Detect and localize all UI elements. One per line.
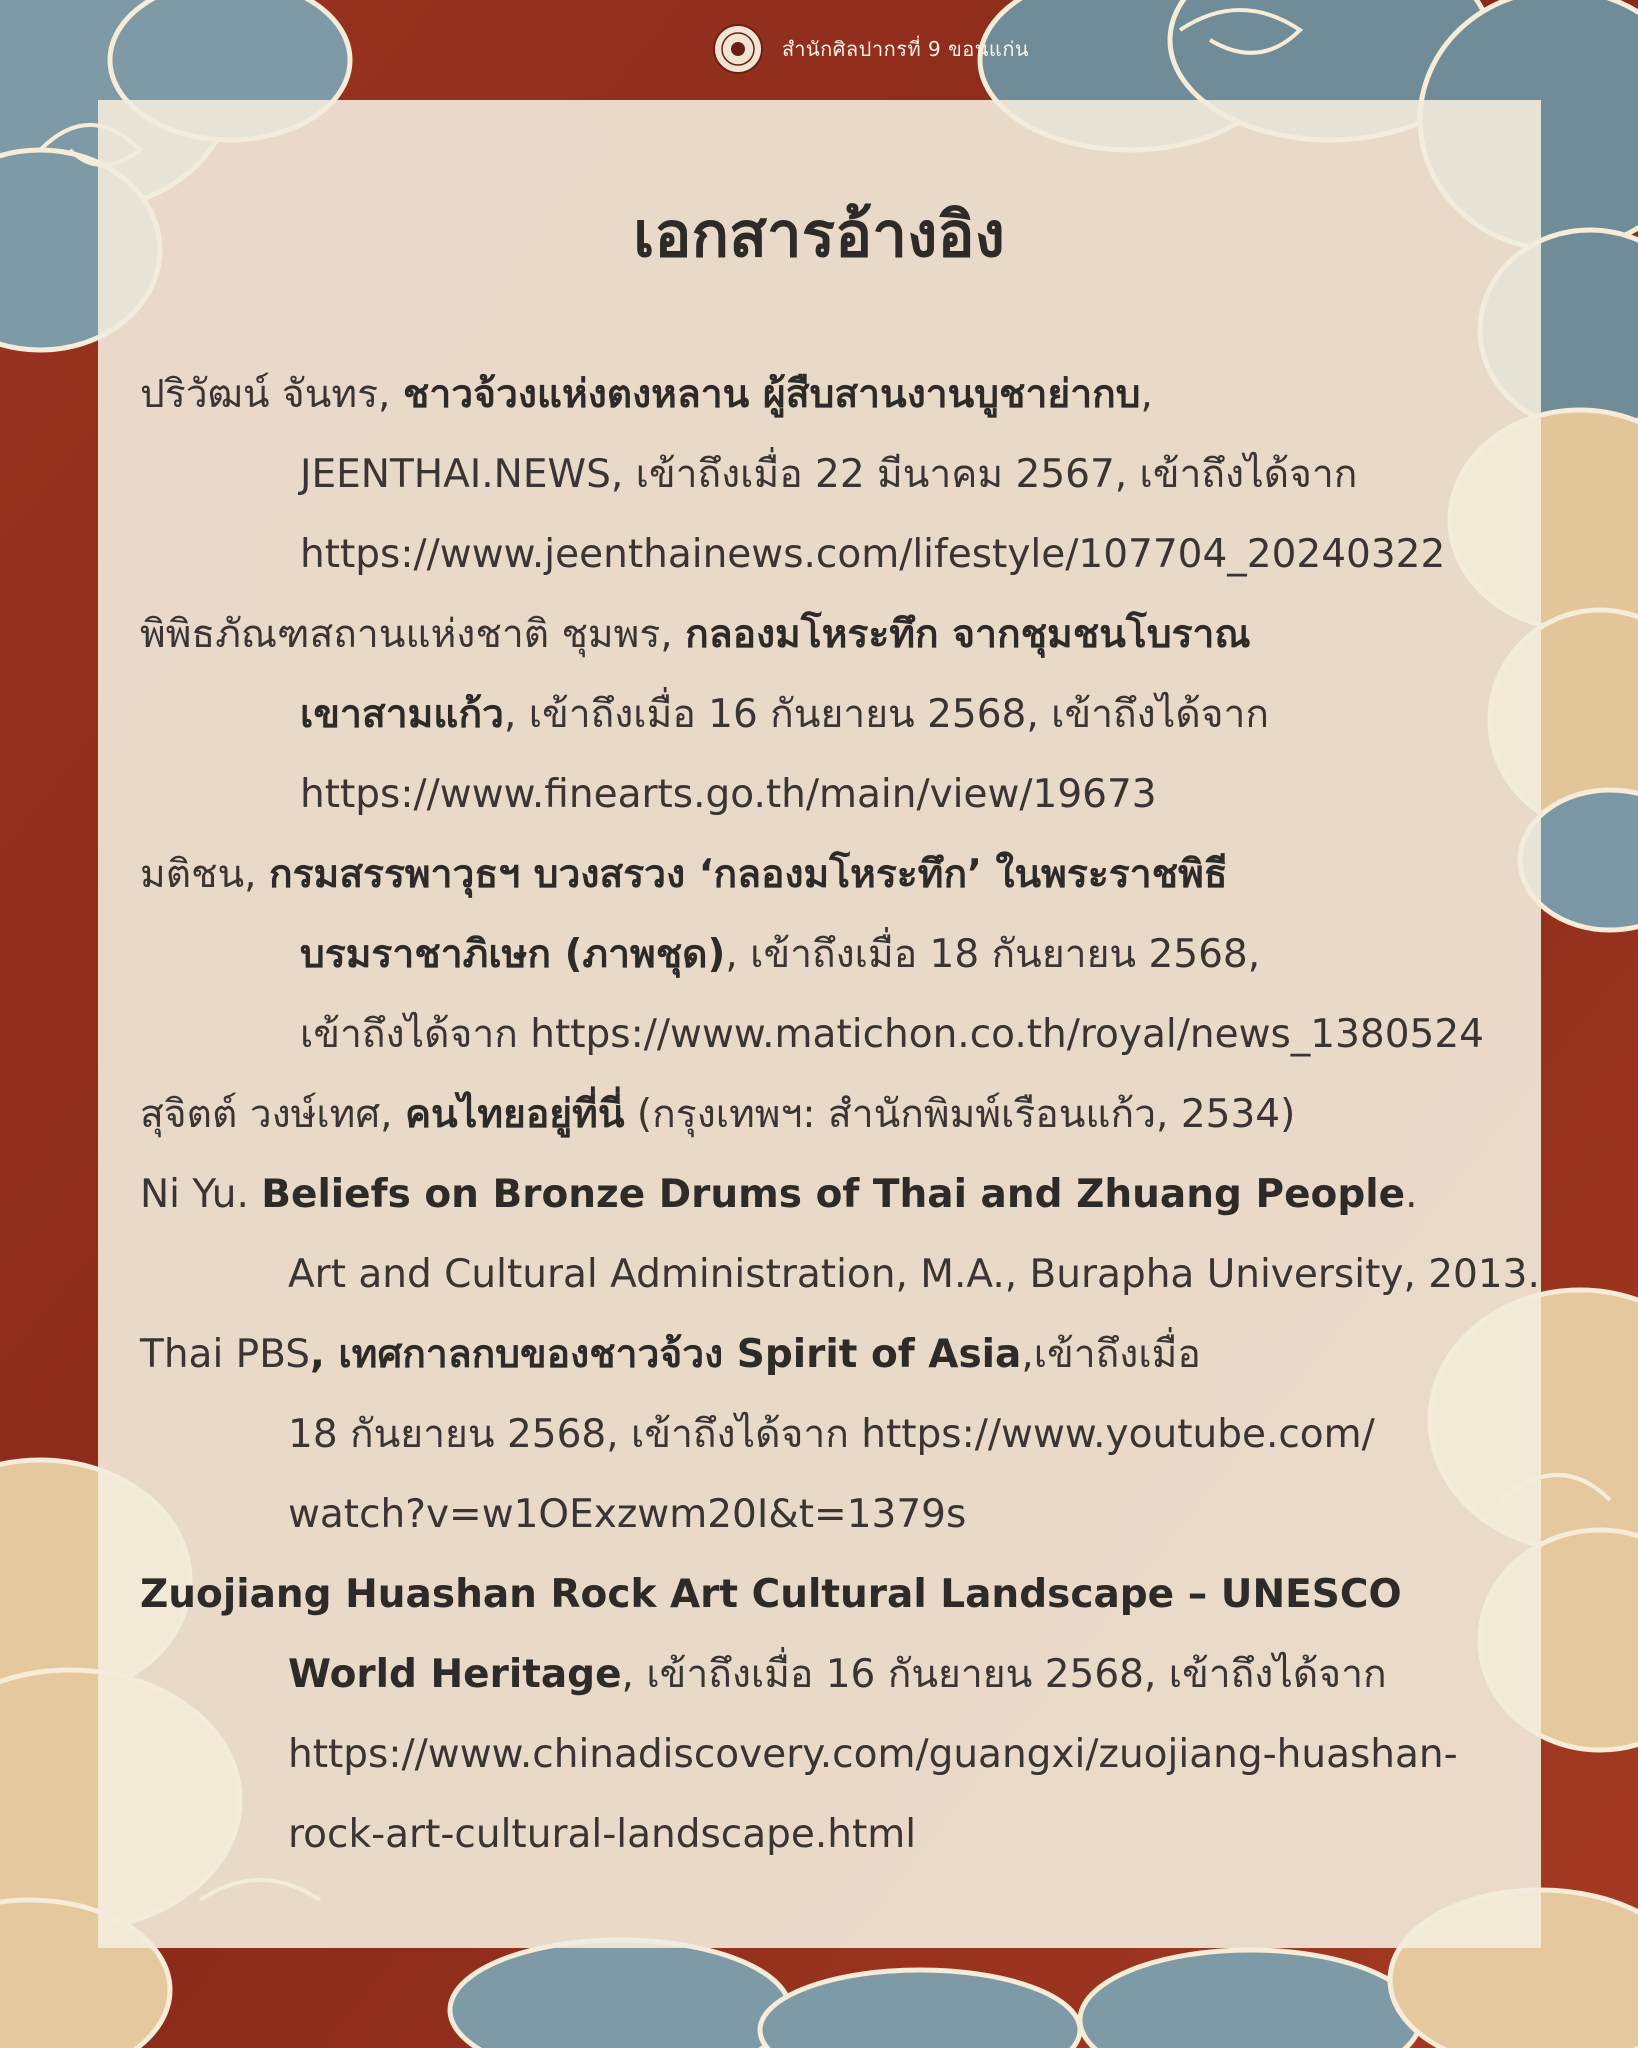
- reference-title: คนไทยอยู่ที่นี่: [404, 1092, 625, 1137]
- reference-title: , เทศกาลกบของชาวจ้วง Spirit of Asia: [310, 1332, 1022, 1377]
- reference-title: กรมสรรพาวุธฯ บวงสรวง ‘กลองมโหระทึก’ ในพระราชพิธี: [268, 852, 1228, 897]
- fine-arts-seal-icon: [712, 23, 764, 75]
- reference-2: พิพิธภัณฑสถานแห่งชาติ ชุมพร, กลองมโหระทึก จากชุมชนโบราณ: [140, 612, 1251, 657]
- reference-url: https://www.jeenthainews.com/lifestyle/107704_20240322: [300, 532, 1446, 577]
- page-title: เอกสารอ้างอิง: [633, 198, 1005, 271]
- reference-6: Thai PBS, เทศกาลกบของชาวจ้วง Spirit of Asia,เข้าถึงเมื่อ: [140, 1332, 1201, 1377]
- reference-list: ปริวัฒน์ จันทร, ชาวจ้วงแห่งตงหลาน ผู้สืบสานงานบูชาย่ากบ, JEENTHAI.NEWS, เข้าถึงเมื่อ 22 มีนาคม 2567, เข้าถึงได้จาก https://www.jeenthainews.com/lifestyle/107704_20240322 พิพิธภัณฑสถานแห่งชาติ ชุมพร, กลองมโหระทึก จากชุมชนโบราณ เขาสามแก้ว, เข้าถึงเมื่อ 16 กันยายน 2568, เข้าถึงได้จาก https://www.finearts.go.th/main/view/19673 มติชน, กรมสรรพาวุธฯ บวงสรวง ‘กลองมโหระทึก’ ในพระราชพิธี บรมราชาภิเษก (ภาพชุด), เข้าถึงเมื่อ 18 กันยายน 2568, เข้าถึงได้จาก https://www.matichon.co.th/royal/news_1380524 สุจิตต์ วงษ์เทศ, คนไทยอยู่ที่นี่ (กรุงเทพฯ: สำนักพิมพ์เรือนแก้ว, 2534) Ni Yu. Beliefs on Bronze Drums of Thai and Zhuang People. Art and Cultural Administration, M.A., Burapha University, 2013. Thai PBS, เทศกาลกบของชาวจ้วง Spirit of Asia,เข้าถึงเมื่อ 18 กันยายน 2568, เข้าถึงได้จาก https://www.youtube.com/ watch?v=w1OExzwm20I&t=1379s Zuojiang Huashan Rock Art Cultural Landscape – UNESCO World Heritage, เข้าถึงเมื่อ 16 กันยายน 2568, เข้าถึงได้จาก https://www.chinadiscovery.com/guangxi/zuojiang-huashan- rock-art-cultural-landscape.html: [140, 355, 1520, 1875]
- reference-title: กลองมโหระทึก จากชุมชนโบราณ: [685, 612, 1251, 657]
- reference-1: ปริวัฒน์ จันทร, ชาวจ้วงแห่งตงหลาน ผู้สืบสานงานบูชาย่ากบ,: [140, 372, 1153, 417]
- reference-title: Beliefs on Bronze Drums of Thai and Zhuang People: [261, 1172, 1406, 1217]
- reference-3: มติชน, กรมสรรพาวุธฯ บวงสรวง ‘กลองมโหระทึก’ ในพระราชพิธี: [140, 852, 1228, 897]
- reference-5: Ni Yu. Beliefs on Bronze Drums of Thai and Zhuang People.: [140, 1172, 1418, 1217]
- reference-url: https://www.chinadiscovery.com/guangxi/zuojiang-huashan-: [288, 1732, 1458, 1777]
- header: [712, 20, 1029, 78]
- reference-url: rock-art-cultural-landscape.html: [288, 1812, 917, 1857]
- reference-url: watch?v=w1OExzwm20I&t=1379s: [288, 1492, 967, 1537]
- org-name: สำนักศิลปากรที่ 9 ขอนแก่น: [782, 37, 1030, 61]
- reference-title: ชาวจ้วงแห่งตงหลาน ผู้สืบสานงานบูชาย่ากบ: [402, 372, 1141, 417]
- reference-url: https://www.finearts.go.th/main/view/19673: [300, 772, 1157, 817]
- reference-4: สุจิตต์ วงษ์เทศ, คนไทยอยู่ที่นี่ (กรุงเทพฯ: สำนักพิมพ์เรือนแก้ว, 2534): [140, 1092, 1296, 1137]
- reference-7: [140, 1555, 1520, 1635]
- reference-title: Zuojiang Huashan Rock Art Cultural Landscape – UNESCO: [140, 1572, 1402, 1617]
- reference-url: เข้าถึงได้จาก https://www.matichon.co.th/royal/news_1380524: [300, 1012, 1484, 1057]
